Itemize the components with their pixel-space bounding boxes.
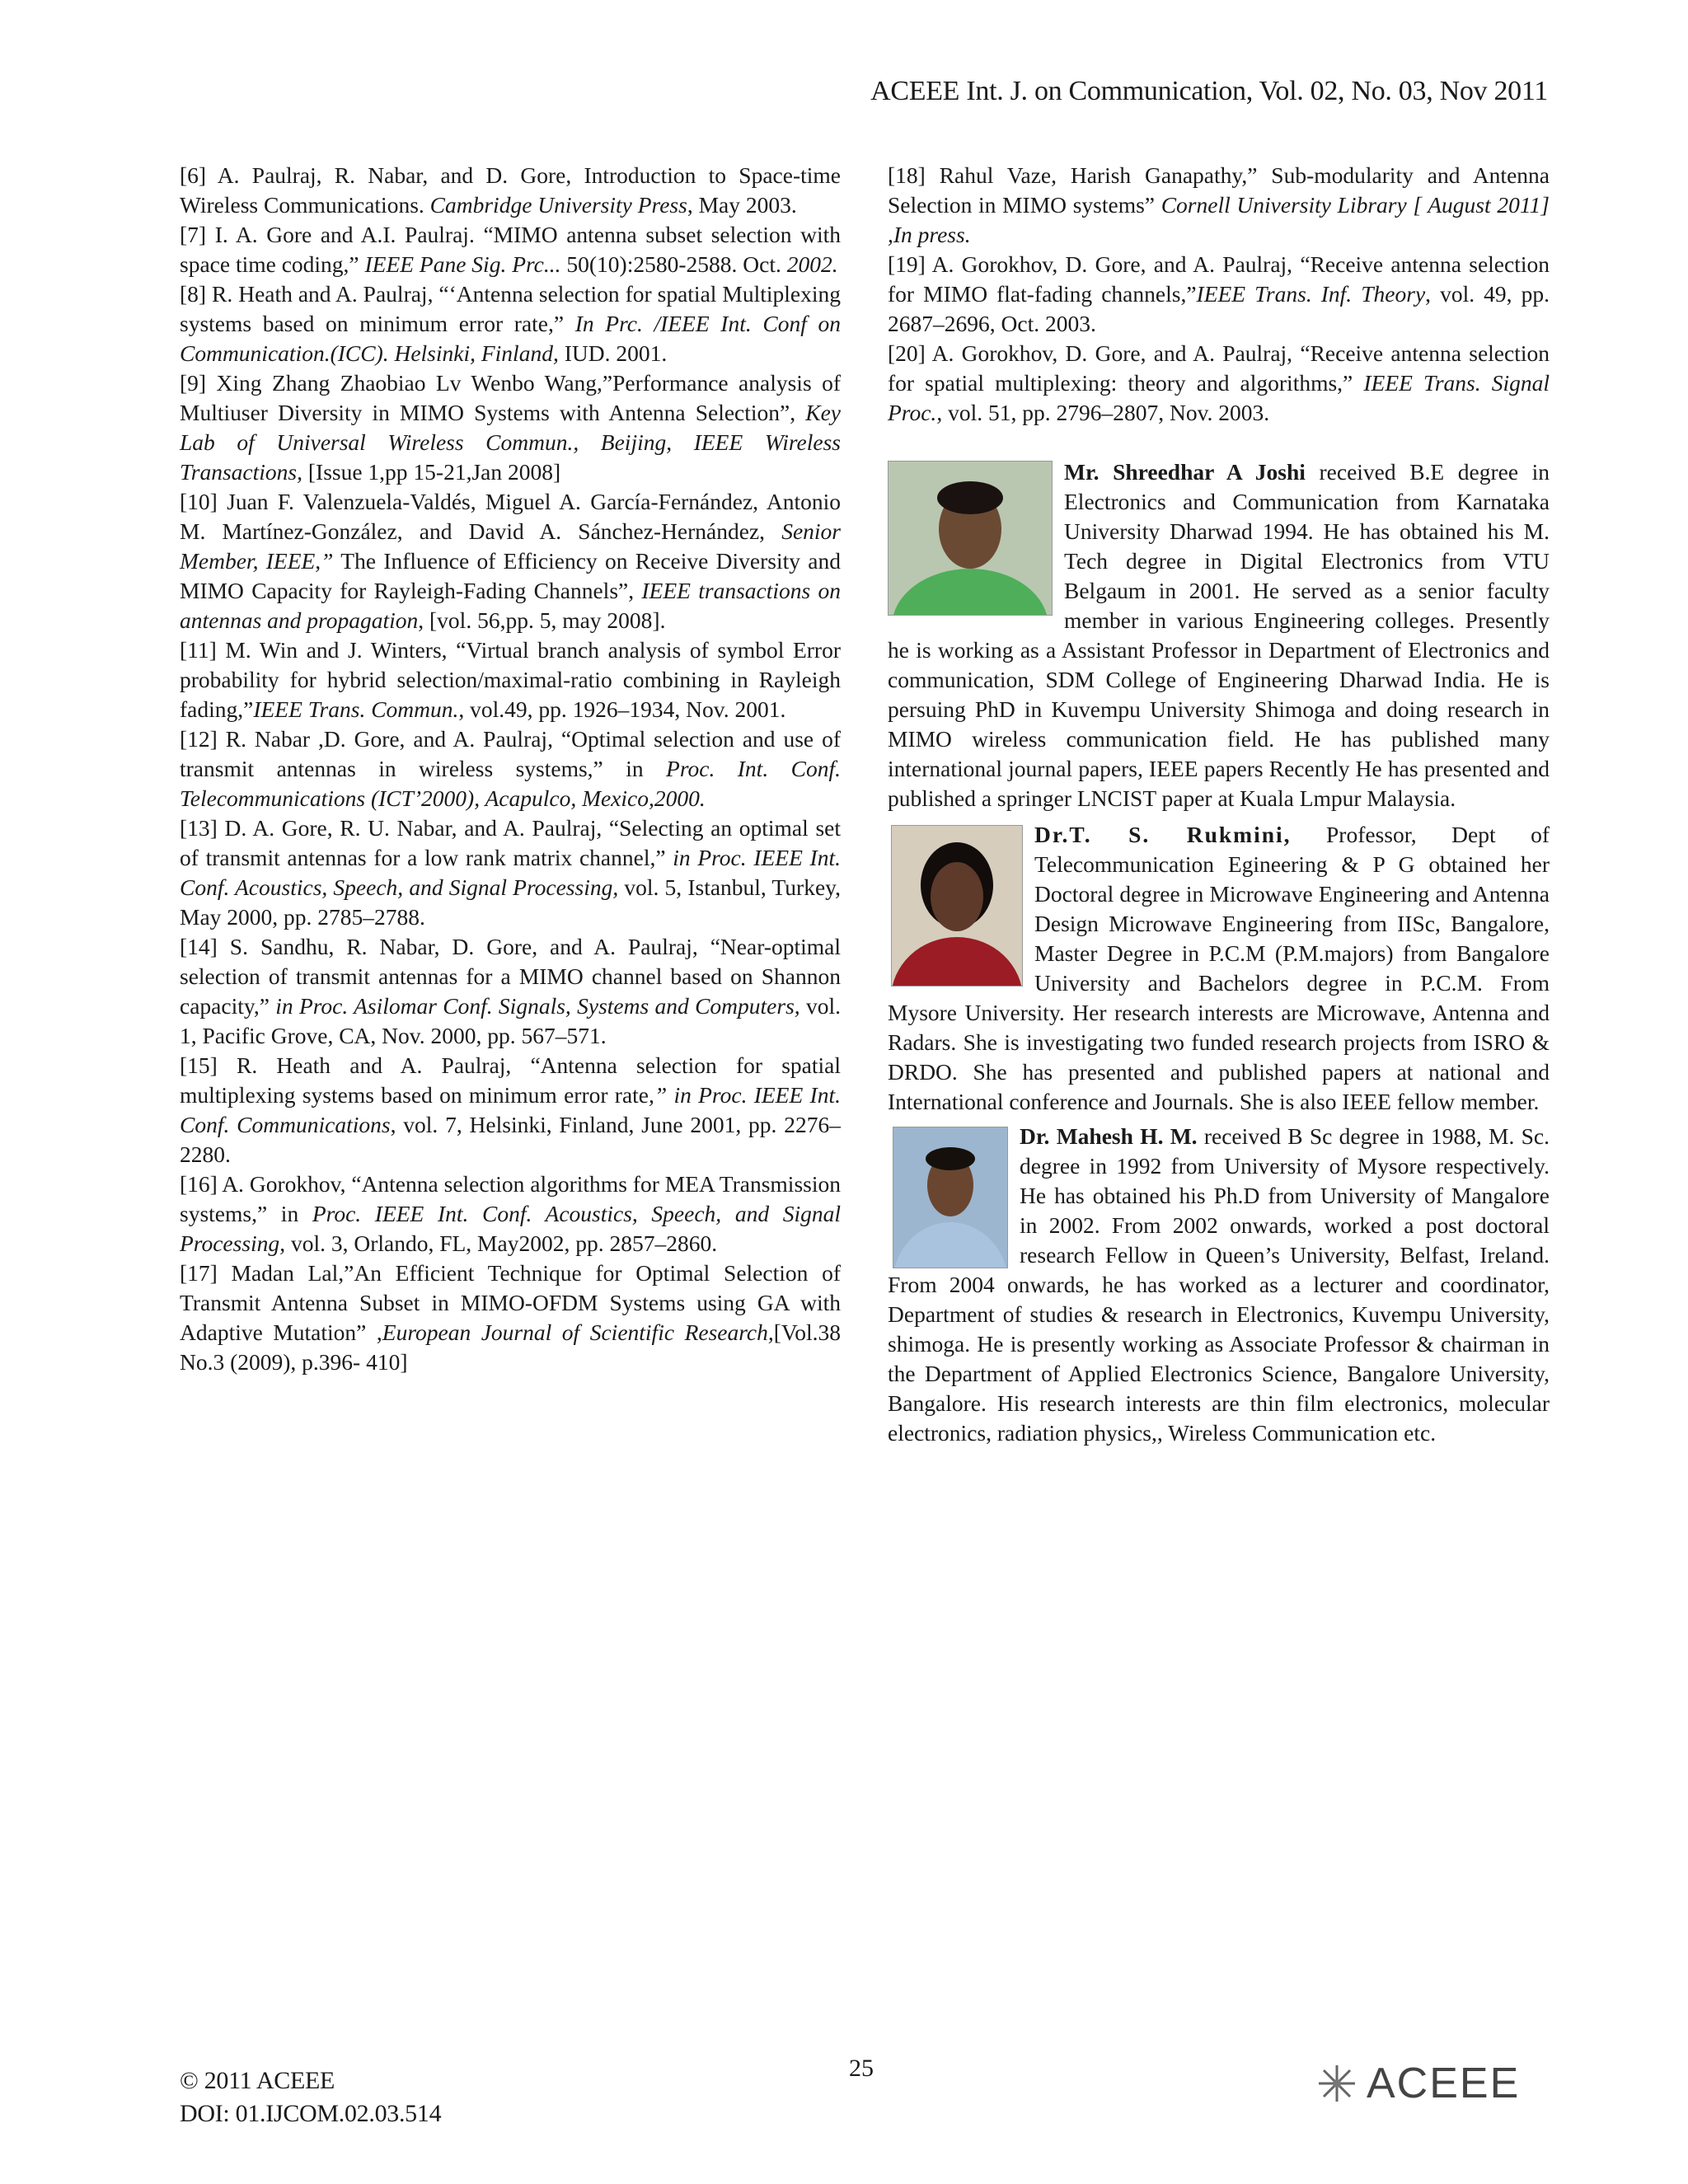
reference-text: Key Lab of Universal Wireless Commun., Beijing, IEEE Wireless Transactions,	[180, 400, 841, 485]
logo-text: ACEEE	[1367, 2060, 1521, 2107]
reference-text: [Issue 1,pp 15-21,Jan 2008]	[302, 459, 561, 485]
reference-text: in Proc. Asilomar Conf. Signals, Systems and Computers,	[275, 993, 800, 1019]
aceee-logo	[1311, 2060, 1558, 2107]
portrait-graphic	[893, 1127, 1007, 1268]
ref-6	[180, 161, 841, 220]
reference-text: vol. 5, Istanbul, Turkey, May 2000, pp. 2785–2788.	[180, 874, 841, 930]
reference-text: In Prc. /IEEE Int. Conf on Communication.(ICC). Helsinki, Finland,	[180, 311, 841, 366]
photo-face	[931, 862, 983, 931]
photo-hair	[937, 481, 1003, 514]
photo-hair	[926, 1147, 975, 1170]
reference-text: IEEE Trans. Inf. Theory	[1196, 281, 1426, 307]
ref-16	[180, 1169, 841, 1258]
reference-text: , May 2003.	[687, 192, 797, 218]
ref-10	[180, 487, 841, 635]
reference-text: [13] D. A. Gore, R. U. Nabar, and A. Paulraj, “Selecting an optimal set of transmit antennas for a low rank matrix channel,”	[180, 815, 841, 870]
copyright-line: © 2011 ACEEE	[180, 2067, 335, 2094]
reference-text: [11] M. Win and J. Winters, “Virtual branch analysis of symbol Error probability for hybrid selection/maximal-ratio combining in Rayleigh fading,”	[180, 637, 841, 722]
ref-15	[180, 1051, 841, 1169]
reference-text: Proc. Int. Conf. Telecommunications (ICT’2000), Acapulco, Mexico,2000.	[180, 756, 841, 811]
references-left-column	[180, 161, 841, 1377]
reference-text: , vol. 7, Helsinki, Finland, June 2001, pp. 2276–2280.	[180, 1112, 841, 1167]
reference-text: [7] I. A. Gore and A.I. Paulraj. “MIMO antenna subset selection with space time coding,”	[180, 222, 841, 277]
reference-text: Proc. IEEE Int. Conf. Acoustics, Speech, and Signal Processing	[180, 1201, 841, 1256]
reference-text: , vol.49, pp. 1926–1934, Nov. 2001.	[458, 696, 786, 722]
author-name: Dr. Mahesh H. M.	[1020, 1123, 1198, 1149]
reference-text: IEEE Trans. Signal Proc.	[888, 370, 1550, 425]
author-name: Dr.T. S. Rukmini,	[1034, 822, 1292, 847]
author-photo	[888, 461, 1053, 616]
reference-text: IUD. 2001.	[558, 340, 668, 366]
reference-text: [10] Juan F. Valenzuela-Valdés, Miguel A. García-Fernández, Antonio M. Martínez-González, and David A. Sánchez-Hernández,	[180, 489, 841, 544]
reference-text: , [vol. 56,pp. 5, may 2008].	[418, 607, 666, 633]
author-bio-text: Professor, Dept of Telecommunication Egineering & P G obtained her Doctoral degree in Microwave Engineering and Antenna Design Microwave Engineering from IISc, Bangalore, Master Degree in P.C.M (P.M.majors) from Bangalore University and Bachelors degree in P.C.M. From Mysore University. Her research interests are Microwave, Antenna and Radars. She is investigating two funded research projects from ISRO & DRDO. She has presented and published papers at national and International conference and Journals. She is also IEEE fellow member.	[888, 822, 1550, 1114]
ref-18	[888, 161, 1550, 250]
reference-text: [14] S. Sandhu, R. Nabar, D. Gore, and A. Paulraj, “Near-optimal selection of transmit antennas for a MIMO channel based on Shannon capacity,”	[180, 934, 841, 1019]
portrait-graphic	[889, 462, 1052, 615]
ref-9	[180, 368, 841, 487]
reference-text: vol. 1, Pacific Grove, CA, Nov. 2000, pp. 567–571.	[180, 993, 842, 1048]
references-right-column	[888, 161, 1550, 428]
reference-text: Cambridge University Press	[429, 192, 687, 218]
ref-14	[180, 932, 841, 1051]
reference-text: 50(10):2580-2588. Oct.	[560, 251, 787, 277]
reference-text: [6] A. Paulraj, R. Nabar, and D. Gore, Introduction to Space-time Wireless Communications.	[180, 162, 841, 218]
reference-text: [17] Madan Lal,”An Efficient Technique for Optimal Selection of Transmit Antenna Subset in MIMO-OFDM Systems using GA with Adaptive Mutation” ,	[180, 1260, 841, 1345]
journal-header: ACEEE Int. J. on Communication, Vol. 02, No. 03, Nov 2011	[870, 76, 1548, 106]
author-bio-text: received B.E degree in Electronics and Communication from Karnataka University Dharwad 1994. He has obtained his M. Tech degree in Digital Electronics from VTU Belgaum in 2001. He served as a senior faculty member in various Engineering colleges. Presently he is working as a Assistant Professor in Department of Electronics and communication, SDM College of Engineering Dharwad India. He is persuing PhD in Kuvempu University Shimoga and doing research in MIMO wireless communication field. He has published many international journal papers, IEEE papers Recently He has presented and published a springer LNCIST paper at Kuala Lmpur Malaysia.	[888, 459, 1550, 811]
reference-text: 2002.	[786, 251, 838, 277]
portrait-graphic	[892, 826, 1022, 986]
right-column	[888, 161, 1550, 1448]
reference-text: [9] Xing Zhang Zhaobiao Lv Wenbo Wang,”Performance analysis of Multiuser Diversity in MIMO Systems with Antenna Selection”,	[180, 370, 841, 425]
ref-8	[180, 279, 841, 368]
reference-text: [19] A. Gorokhov, D. Gore, and A. Paulraj, “Receive antenna selection for MIMO flat-fading channels,”	[888, 251, 1550, 307]
reference-text: , vol. 3, Orlando, FL, May2002, pp. 2857–2860.	[279, 1230, 718, 1256]
reference-text: [Vol.38 No.3 (2009), p.396- 410]	[180, 1319, 841, 1375]
reference-text: [8] R. Heath and A. Paulraj, “‘Antenna selection for spatial Multiplexing systems based on minimum error rate,”	[180, 281, 841, 336]
doi-line: DOI: 01.IJCOM.02.03.514	[180, 2100, 442, 2127]
reference-text: IEEE Trans. Commun.	[253, 696, 459, 722]
star-logo-icon	[1311, 2060, 1363, 2107]
reference-text: Cornell University Library [ August 2011] ,In press.	[888, 192, 1550, 247]
author-bio	[888, 457, 1550, 813]
reference-text: [15] R. Heath and A. Paulraj, “Antenna selection for spatial multiplexing systems based on minimum error rate	[180, 1052, 841, 1108]
reference-text: Senior Member, IEEE,”	[180, 518, 841, 574]
ref-17	[180, 1258, 841, 1377]
footer-citation	[180, 2064, 441, 2130]
reference-text: [12] R. Nabar ,D. Gore, and A. Paulraj, “Optimal selection and use of transmit antennas in wireless systems,” in	[180, 726, 841, 781]
ref-20	[888, 339, 1550, 428]
reference-text: , vol. 51, pp. 2796–2807, Nov. 2003.	[936, 400, 1270, 425]
ref-7	[180, 220, 841, 279]
reference-text: European Journal of Scientific Research,	[382, 1319, 774, 1345]
author-bio-text: received B Sc degree in 1988, M. Sc. degree in 1992 from University of Mysore respectively. He has obtained his Ph.D from University of Mangalore in 2002. From 2002 onwards, worked a post doctoral research Fellow in Queen’s University, Belfast, Ireland. From 2004 onwards, he has worked as a lecturer and coordinator, Department of studies & research in Electronics, Kuvempu University, shimoga. He is presently working as Associate Professor & chairman in the Department of Applied Electronics Science, Bangalore University, Bangalore. His research interests are thin film electronics, molecular electronics, radiation physics,, Wireless Communication etc.	[888, 1123, 1550, 1446]
ref-11	[180, 635, 841, 724]
author-name: Mr. Shreedhar A Joshi	[1064, 459, 1306, 485]
reference-text: , vol. 49, pp. 2687–2696, Oct. 2003.	[888, 281, 1550, 336]
author-photo	[893, 1127, 1008, 1268]
ref-12	[180, 724, 841, 813]
reference-text: in Proc. IEEE Int. Conf. Acoustics, Speech, and Signal Processing,	[180, 845, 841, 900]
reference-text: [20] A. Gorokhov, D. Gore, and A. Paulraj, “Receive antenna selection for spatial multiplexing: theory and algorithms,”	[888, 340, 1550, 396]
reference-text: IEEE transactions on antennas and propagation	[180, 578, 841, 633]
page-number: 25	[849, 2055, 874, 2082]
reference-text: [16] A. Gorokhov, “Antenna selection algorithms for MEA Transmission systems,” in	[180, 1171, 841, 1226]
author-photo	[891, 825, 1023, 987]
reference-text: The Influence of Efficiency on Receive Diversity and MIMO Capacity for Rayleigh-Fading Channels”,	[180, 548, 841, 603]
author-bio	[888, 820, 1550, 1117]
author-bio	[888, 1122, 1550, 1448]
ref-13	[180, 813, 841, 932]
reference-text: ,” in Proc. IEEE Int. Conf. Communications	[180, 1082, 841, 1137]
ref-19	[888, 250, 1550, 339]
reference-text: [18] Rahul Vaze, Harish Ganapathy,” Sub-modularity and Antenna Selection in MIMO systems”	[888, 162, 1550, 218]
reference-text: IEEE Pane Sig. Prc...	[364, 251, 561, 277]
